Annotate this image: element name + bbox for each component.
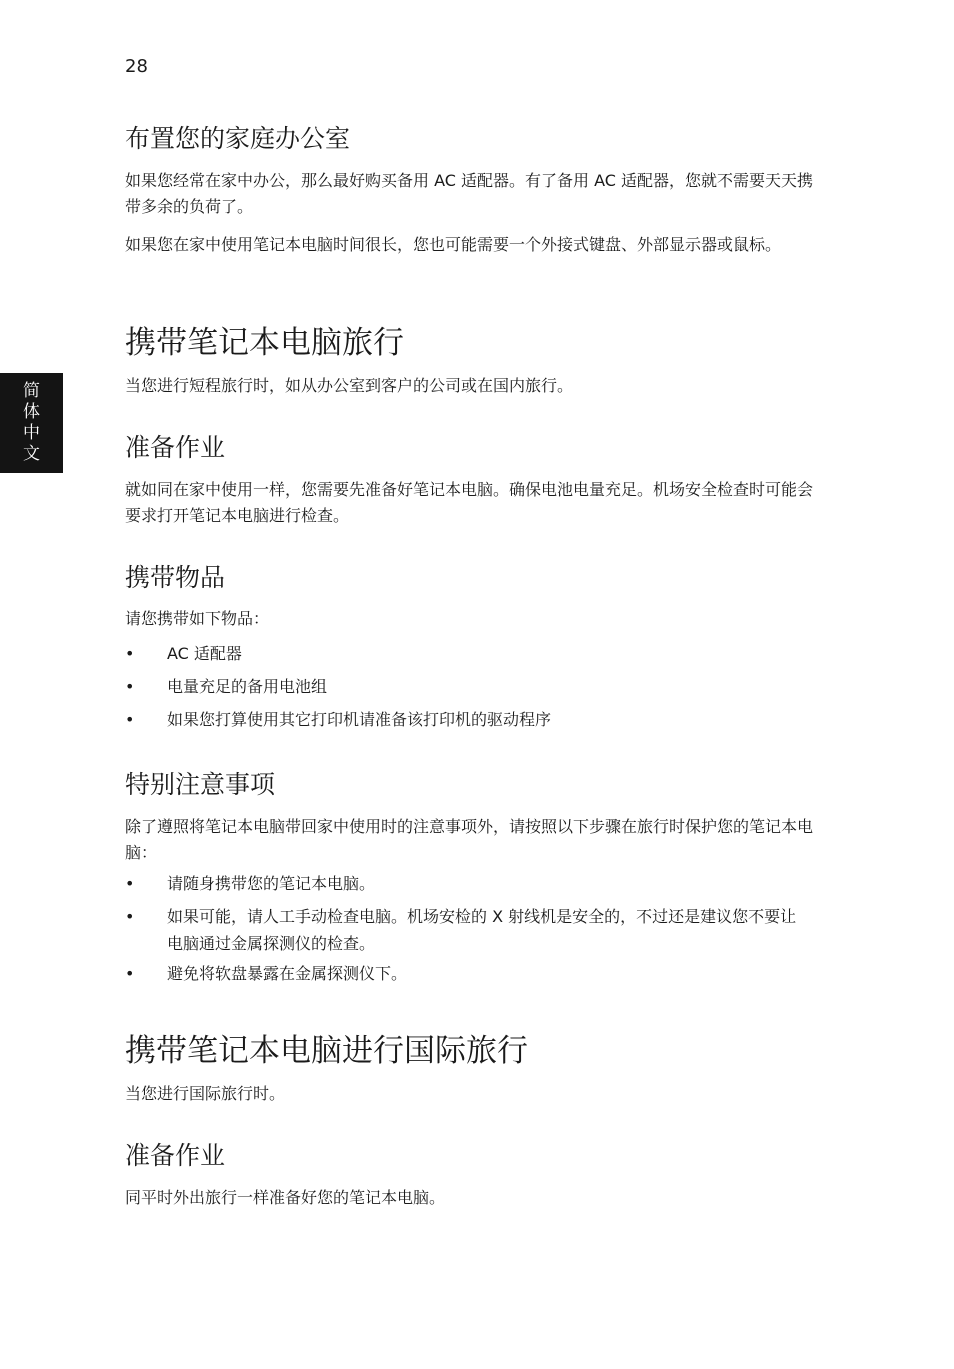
travel-notes-intro: 除了遵照将笔记本电脑带回家中使用时的注意事项外，请按照以下步骤在旅行时保护您的笔记本电脑： — [125, 817, 814, 862]
travel-items-intro: 请您携带如下物品： — [125, 609, 270, 628]
side-tab-char: 简 — [23, 381, 40, 401]
intl-intro: 当您进行国际旅行时。 — [125, 1084, 286, 1103]
intl-heading: 携带笔记本电脑进行国际旅行 — [125, 1033, 528, 1069]
list-item-text: AC 适配器 — [167, 644, 242, 663]
side-tab-char: 中 — [23, 423, 40, 443]
home-office-para-1: 如果您经常在家中办公，那么最好购买备用 AC 适配器。有了备用 AC 适配器，您就不需要天天携带多余的负荷了。 — [125, 171, 814, 216]
side-tab-char: 体 — [23, 402, 40, 422]
bullet-icon: • — [125, 874, 135, 893]
bullet-icon: • — [125, 710, 135, 729]
travel-intro: 当您进行短程旅行时，如从办公室到客户的公司或在国内旅行。 — [125, 376, 574, 395]
travel-items-heading: 携带物品 — [125, 563, 226, 592]
intl-prep-heading: 准备作业 — [125, 1141, 226, 1170]
language-side-tab — [0, 373, 63, 473]
bullet-icon: • — [125, 677, 135, 696]
travel-prep-text: 就如同在家中使用一样，您需要先准备好笔记本电脑。确保电池电量充足。机场安全检查时可能会要求打开笔记本电脑进行检查。 — [125, 480, 814, 525]
page-number: 28 — [125, 56, 148, 77]
travel-notes-heading: 特别注意事项 — [125, 770, 276, 799]
travel-prep-heading: 准备作业 — [125, 433, 226, 462]
list-item-text: 如果可能，请人工手动检查电脑。机场安检的 X 射线机是安全的，不过还是建议您不要让电脑通过金属探测仪的检查。 — [167, 907, 797, 953]
list-item-text: 如果您打算使用其它打印机请准备该打印机的驱动程序 — [167, 710, 552, 729]
travel-heading: 携带笔记本电脑旅行 — [125, 325, 404, 361]
side-tab-char: 文 — [23, 444, 40, 464]
bullet-icon: • — [125, 644, 135, 663]
home-office-heading: 布置您的家庭办公室 — [125, 124, 351, 153]
list-item-text: 电量充足的备用电池组 — [167, 677, 328, 696]
list-item-text: 请随身携带您的笔记本电脑。 — [167, 874, 376, 893]
bullet-icon: • — [125, 964, 135, 983]
bullet-icon: • — [125, 907, 135, 926]
intl-prep-text: 同平时外出旅行一样准备好您的笔记本电脑。 — [125, 1188, 446, 1207]
home-office-para-2: 如果您在家中使用笔记本电脑时间很长，您也可能需要一个外接式键盘、外部显示器或鼠标。 — [125, 235, 782, 254]
list-item-text: 避免将软盘暴露在金属探测仪下。 — [167, 964, 408, 983]
